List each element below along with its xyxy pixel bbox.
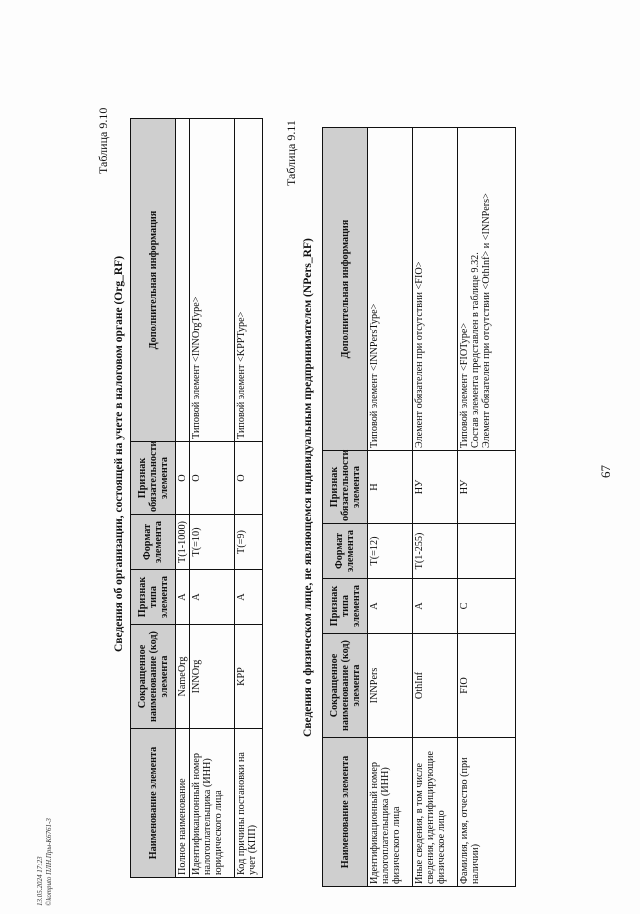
table-1-label: Таблица 9.10 [96, 107, 110, 174]
cell-code: INNPers [368, 634, 413, 738]
table-header-row [323, 128, 368, 887]
column-header: Формат элемента [323, 524, 368, 579]
column-header: Признак типа элемента [323, 579, 368, 634]
cell-element-name: Идентификационный номер налогоплательщика (ИНН) юридического лица [190, 729, 235, 878]
column-header: Дополнительная информация [131, 119, 176, 442]
cell-code: OthInf [413, 634, 458, 738]
cell-type: А [176, 570, 190, 625]
table-header-row [131, 119, 176, 878]
column-header: Признак обязательности элемента [323, 451, 368, 524]
column-header: Признак типа элемента [131, 570, 176, 625]
cell-info: Типовой элемент <INNOrgType> [190, 119, 235, 442]
table-2-title: Сведения о физическом лице, не являющемся индивидуальным предпринимателем (NPers_RF) [302, 238, 314, 737]
cell-info [176, 119, 190, 442]
cell-format: T(1-1000) [176, 515, 190, 570]
cell-code: KPP [235, 625, 263, 729]
cell-type: А [368, 579, 413, 634]
cell-format [458, 524, 516, 579]
cell-format: T(=9) [235, 515, 263, 570]
cell-type: А [413, 579, 458, 634]
page-number: 67 [598, 465, 613, 478]
column-header: Сокращенное наименование (код) элемента [323, 634, 368, 738]
column-header: Признак обязательности элемента [131, 442, 176, 515]
cell-info: Типовой элемент <KPPType> [235, 119, 263, 442]
column-header: Дополнительная информация [323, 128, 368, 451]
cell-format: T(1-255) [413, 524, 458, 579]
table-2-label: Таблица 9.11 [284, 120, 298, 186]
column-header: Сокращенное наименование (код) элемента [131, 625, 176, 729]
cell-obligation: О [235, 442, 263, 515]
table-row [176, 119, 190, 878]
table-row [458, 128, 516, 887]
stamp-line-1: 13.05.2024 17:23 [36, 856, 44, 906]
column-header: Формат элемента [131, 515, 176, 570]
cell-element-name: Полное наименование [176, 729, 190, 878]
cell-obligation: НУ [413, 451, 458, 524]
table-row [413, 128, 458, 887]
table-org-rf [130, 118, 263, 878]
cell-type: С [458, 579, 516, 634]
cell-type: А [235, 570, 263, 625]
cell-element-name: Иные сведения, в том числе сведения, идентифицирующие физическое лицо [413, 738, 458, 887]
cell-element-name: Код причины постановки на учет (КПП) [235, 729, 263, 878]
cell-obligation: Н [368, 451, 413, 524]
cell-element-name: Фамилия, имя, отчество (при наличии) [458, 738, 516, 887]
stamp-line-2: ©komputo ПЛН.Пры-К6761-3 [45, 818, 53, 906]
cell-obligation: О [190, 442, 235, 515]
table-row [190, 119, 235, 878]
column-header: Наименование элемента [131, 729, 176, 878]
cell-obligation: О [176, 442, 190, 515]
print-stamp [36, 818, 54, 906]
cell-info: Типовой элемент <FIOType> Состав элемента представлен в таблице 9.32. Элемент обязателен при отсутствии <OthInf> и <INNPers> [458, 128, 516, 451]
cell-format: T(=12) [368, 524, 413, 579]
cell-info: Типовой элемент <INNPersType> [368, 128, 413, 451]
cell-code: FIO [458, 634, 516, 738]
table-npers-rf [322, 127, 516, 887]
cell-element-name: Идентификационный номер налогоплательщика (ИНН) физического лица [368, 738, 413, 887]
cell-obligation: НУ [458, 451, 516, 524]
table-1-title: Сведения об организации, состоящей на учете в налоговом органе (Org_RF) [113, 255, 125, 652]
column-header: Наименование элемента [323, 738, 368, 887]
table-row [368, 128, 413, 887]
table-row [235, 119, 263, 878]
cell-info: Элемент обязателен при отсутствии <FIO> [413, 128, 458, 451]
cell-type: А [190, 570, 235, 625]
cell-code: INNOrg [190, 625, 235, 729]
cell-code: NameOrg [176, 625, 190, 729]
cell-format: T(=10) [190, 515, 235, 570]
